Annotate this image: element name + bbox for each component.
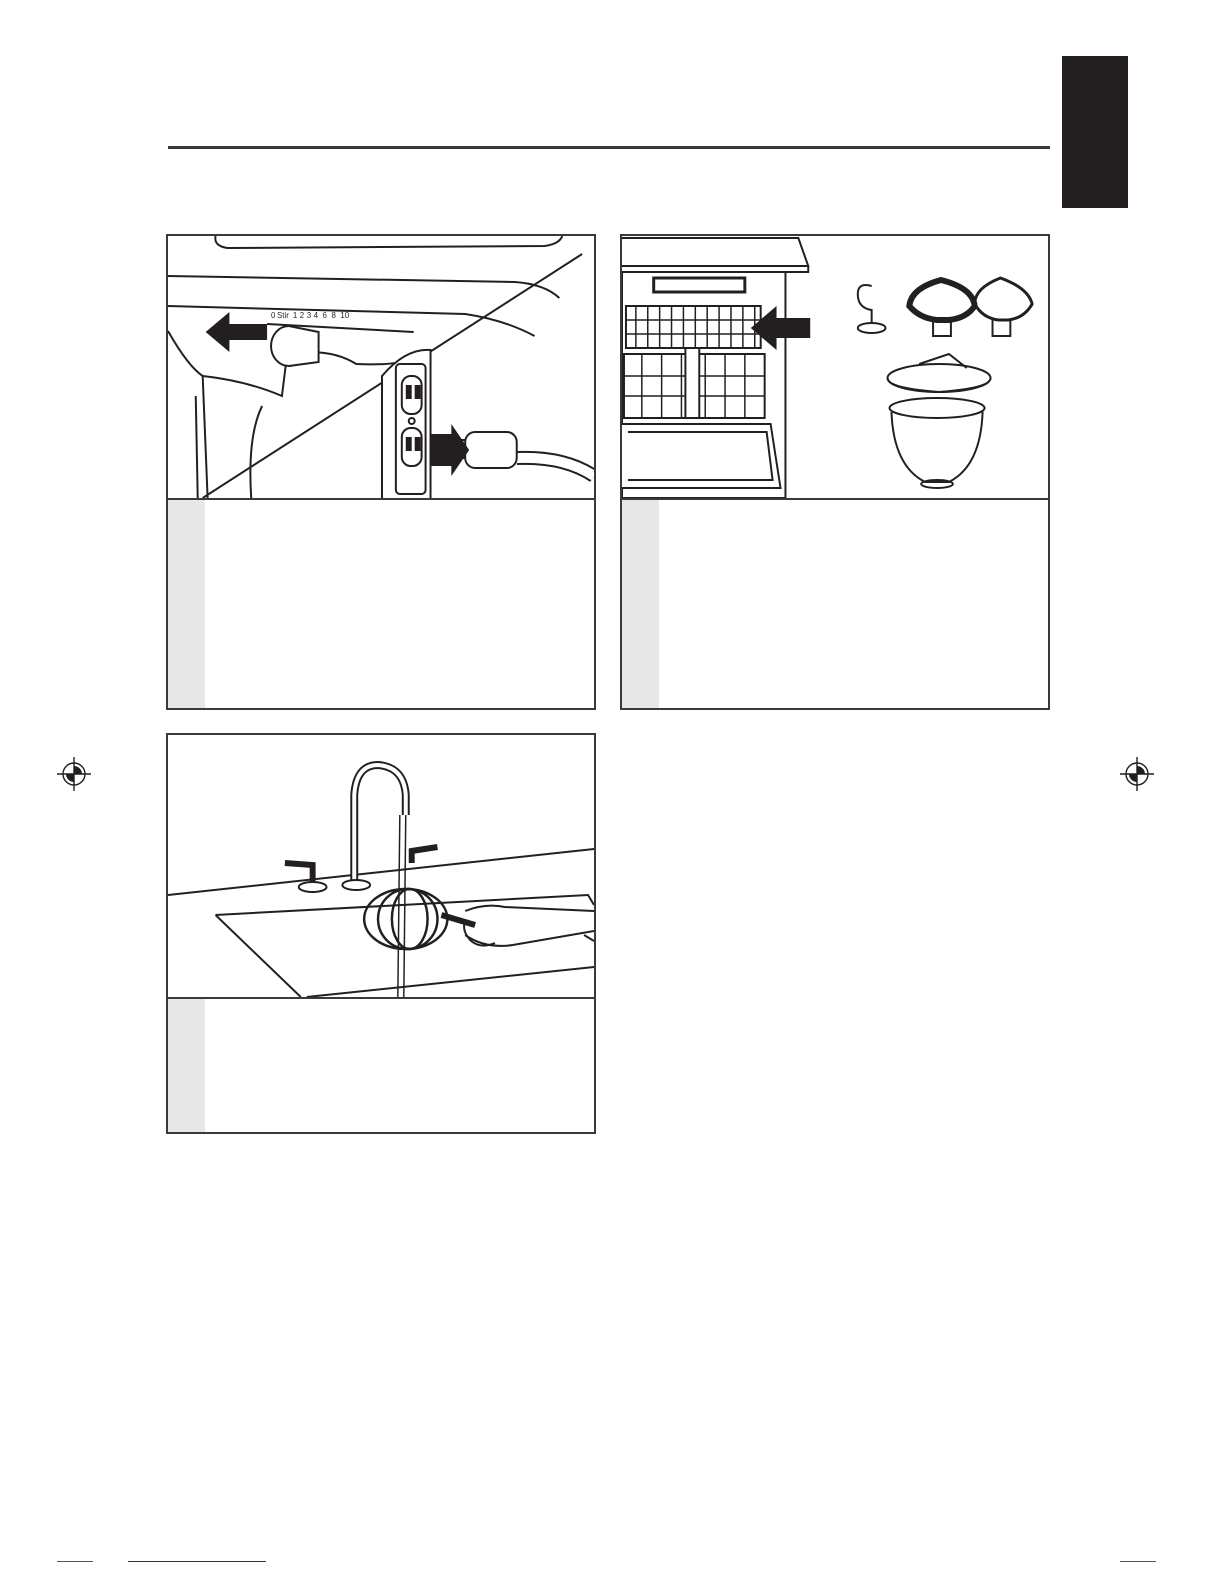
- speed-label: 6: [322, 310, 327, 321]
- step-number-column: [622, 500, 659, 708]
- speed-label: 0: [271, 310, 276, 321]
- header-rule: [168, 146, 1050, 149]
- registration-mark-icon: [1120, 757, 1154, 791]
- speed-label: 3: [306, 310, 312, 321]
- step-number-column: [168, 500, 205, 708]
- speed-label: 2: [299, 310, 305, 321]
- panel-handwash: [166, 733, 596, 1134]
- panel-divider: [168, 997, 594, 999]
- registration-mark-icon: [57, 757, 91, 791]
- whip-hand-wash-under-faucet-illustration: [168, 735, 594, 997]
- speed-label: 10: [340, 310, 350, 321]
- step-number-column: [168, 999, 205, 1132]
- language-tab: [1062, 56, 1128, 208]
- speed-label: 8: [331, 310, 336, 321]
- panel-divider: [622, 498, 1048, 500]
- panel-unplug: [166, 234, 596, 710]
- footer-slug-line: [1120, 1561, 1156, 1562]
- footer-slug-link-line: [128, 1561, 266, 1562]
- speed-label: 4: [313, 310, 319, 321]
- panel-dishwasher: [620, 234, 1050, 710]
- speed-label: 1: [292, 310, 298, 321]
- panel-divider: [168, 498, 594, 500]
- dishwasher-top-rack-attachments-illustration: [622, 236, 1048, 498]
- speed-control-off-and-unplug-illustration: [168, 236, 594, 498]
- speed-label: Stir: [276, 310, 289, 321]
- footer-slug-line: [57, 1561, 93, 1562]
